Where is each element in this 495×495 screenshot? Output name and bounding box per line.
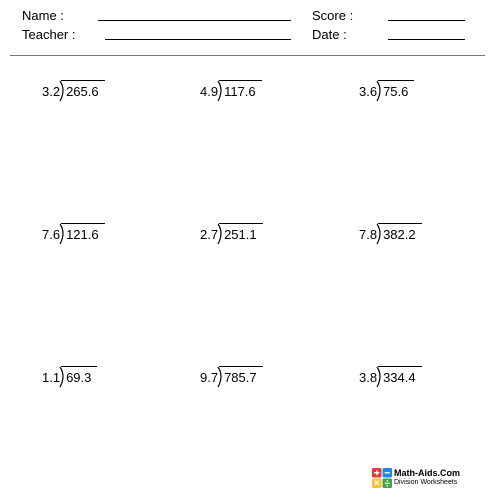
divisor: 7.8 [359, 227, 378, 242]
math-operators-icon [372, 468, 392, 488]
dividend: 121.6 [66, 227, 99, 242]
logo-brand-text: Math-Aids.Com [394, 468, 460, 478]
dividend: 69.3 [66, 370, 92, 385]
divisor: 2.7 [200, 227, 219, 242]
logo-subtitle: Division Worksheets [394, 479, 458, 486]
division-problem-6 [359, 223, 424, 245]
division-problem-1 [42, 80, 107, 102]
vinculum [378, 223, 422, 224]
date-label: Date : [312, 27, 347, 42]
score-line[interactable] [388, 20, 465, 21]
dividend: 265.6 [66, 84, 99, 99]
vinculum [378, 366, 422, 367]
division-problem-4 [42, 223, 107, 245]
division-problem-7 [42, 366, 99, 388]
dividend: 334.4 [383, 370, 416, 385]
dividend: 117.6 [224, 84, 256, 99]
division-problem-2 [200, 80, 264, 102]
divisor: 4.9 [200, 84, 219, 99]
dividend: 251.1 [224, 227, 257, 242]
teacher-label: Teacher : [22, 27, 76, 42]
name-line[interactable] [98, 20, 291, 21]
division-problem-3 [359, 80, 416, 102]
score-label: Score : [312, 8, 354, 23]
divisor: 3.8 [359, 370, 378, 385]
vinculum [219, 80, 262, 81]
dividend: 75.6 [383, 84, 409, 99]
division-problem-8 [200, 366, 265, 388]
name-label: Name : [22, 8, 64, 23]
math-aids-logo[interactable] [372, 468, 490, 490]
date-line[interactable] [388, 39, 465, 40]
divisor: 9.7 [200, 370, 219, 385]
vinculum [219, 223, 263, 224]
vinculum [219, 366, 263, 367]
division-problem-5 [200, 223, 265, 245]
vinculum [378, 80, 414, 81]
divisor: 7.6 [42, 227, 61, 242]
divisor: 3.6 [359, 84, 378, 99]
dividend: 382.2 [383, 227, 416, 242]
teacher-line[interactable] [105, 39, 291, 40]
dividend: 785.7 [224, 370, 257, 385]
header-separator [10, 55, 485, 56]
divisor: 3.2 [42, 84, 61, 99]
divisor: 1.1 [42, 370, 61, 385]
division-problem-9 [359, 366, 424, 388]
vinculum [61, 366, 97, 367]
vinculum [61, 223, 105, 224]
vinculum [61, 80, 105, 81]
